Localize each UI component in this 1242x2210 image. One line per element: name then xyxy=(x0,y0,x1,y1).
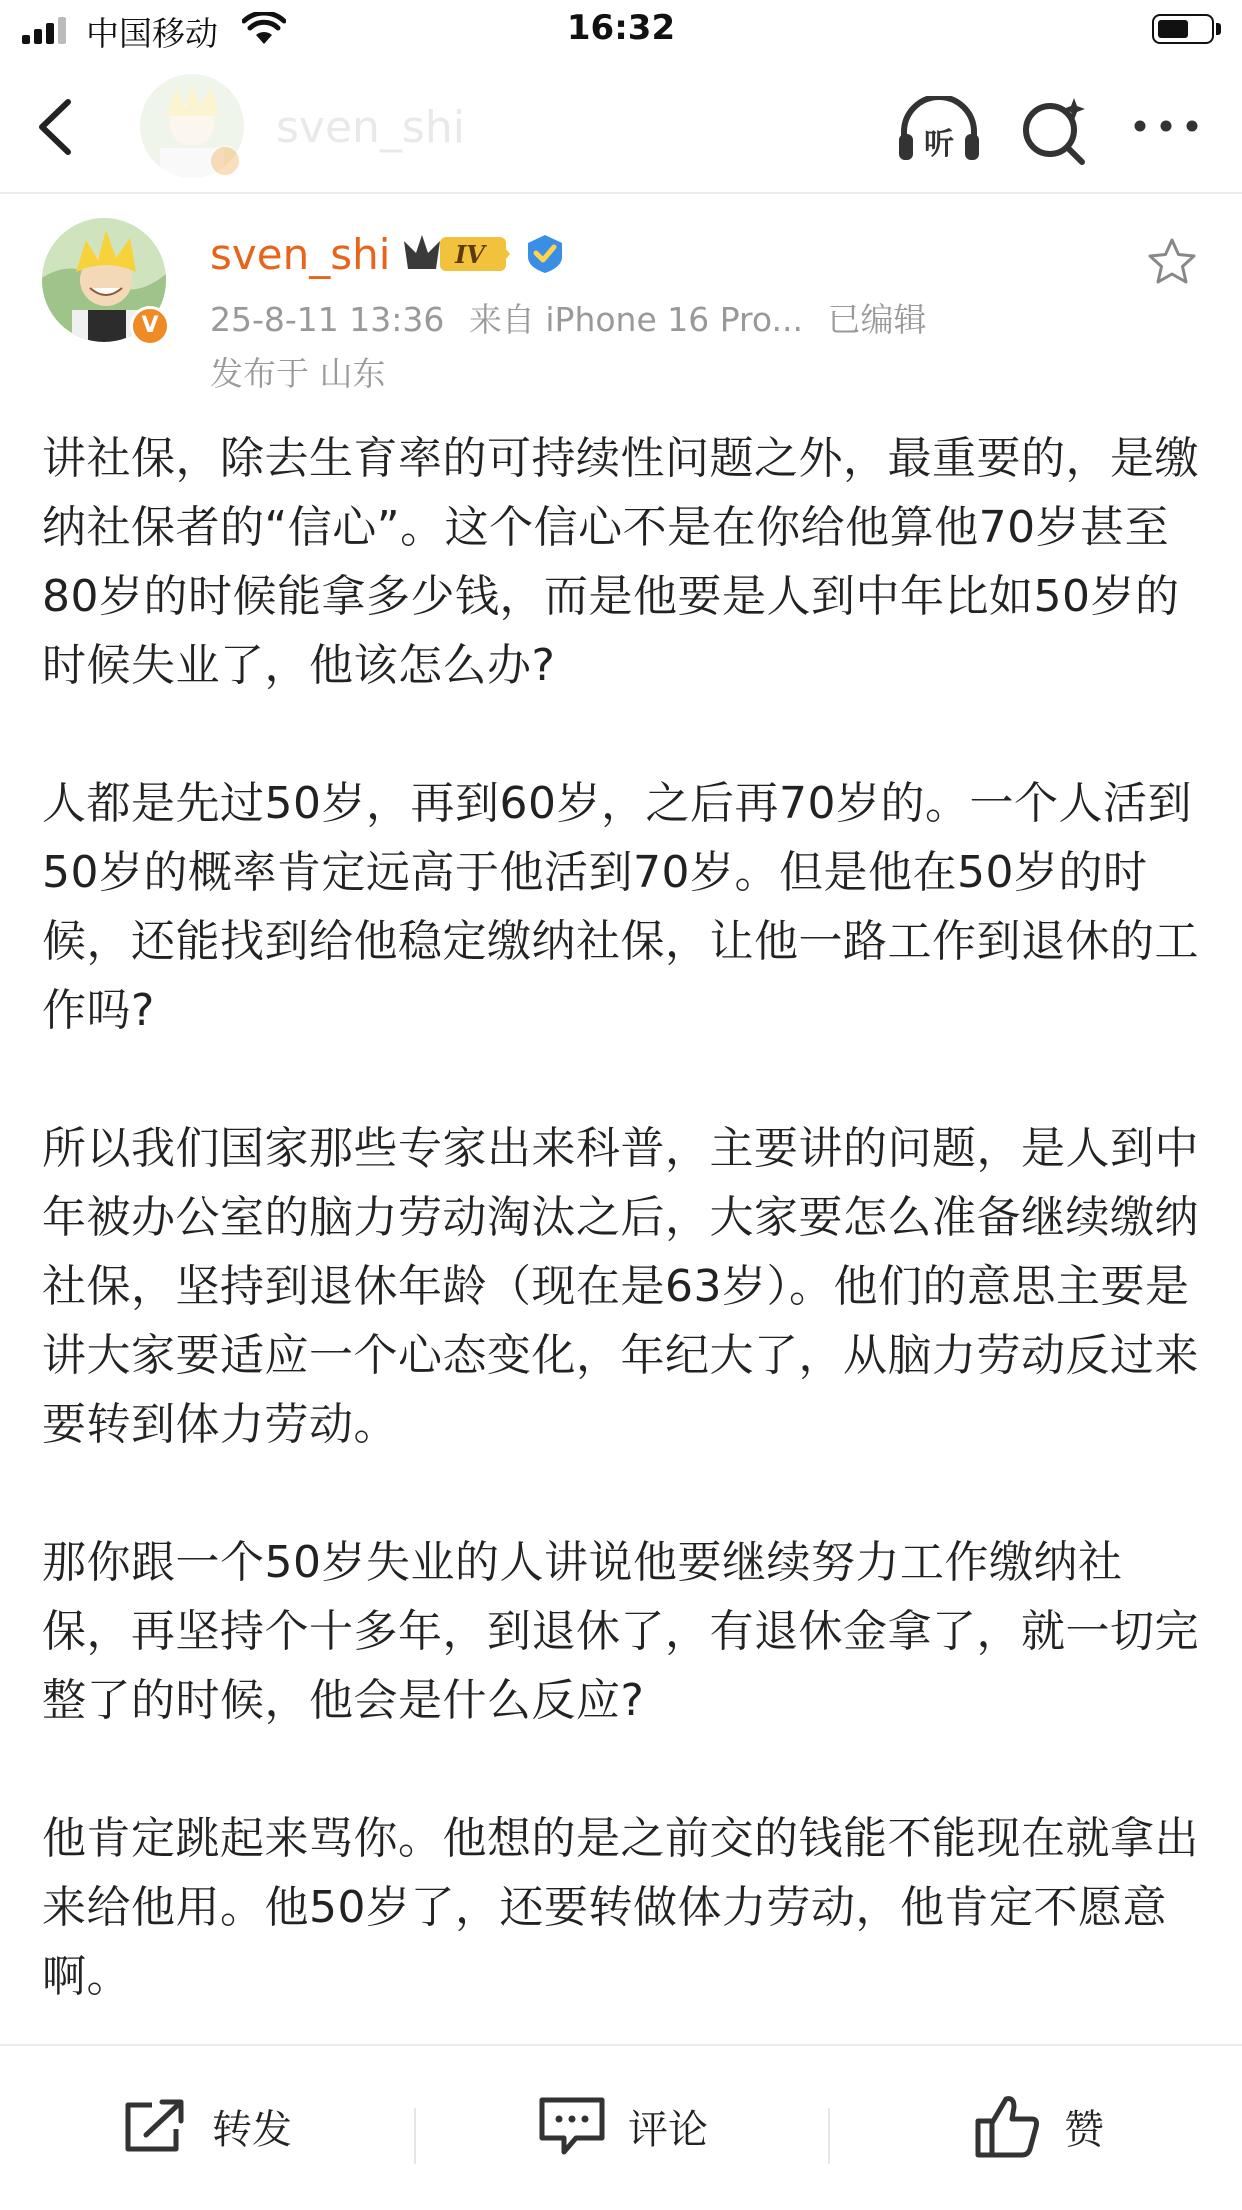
search-icon[interactable] xyxy=(1018,94,1090,166)
thumbs-up-icon xyxy=(974,2093,1042,2159)
battery-cap xyxy=(1216,23,1221,35)
post-meta xyxy=(210,294,940,341)
status-time: 16:32 xyxy=(566,8,676,48)
level-badge-text: IV xyxy=(455,240,485,269)
star-icon[interactable] xyxy=(1146,236,1198,288)
divider xyxy=(828,2108,830,2164)
nav-bar xyxy=(0,62,1242,194)
verified-gold-badge-icon xyxy=(524,233,566,275)
nav-username[interactable]: sven_shi xyxy=(276,102,465,153)
post-username[interactable]: sven_shi xyxy=(210,230,391,279)
post-paragraph: 人都是先过50岁，再到60岁，之后再70岁的。一个人活到50岁的概率肯定远高于他活到70岁。但是他在50岁的时候，还能找到给他稳定缴纳社保，让他一路工作到退休的工作吗? xyxy=(42,778,1199,1036)
like-label: 赞 xyxy=(1064,2106,1104,2153)
more-icon[interactable] xyxy=(1130,106,1202,146)
listen-icon xyxy=(896,96,982,164)
post-body xyxy=(42,424,1208,2080)
nav-verified-badge xyxy=(209,145,241,177)
listen-label: 听 xyxy=(924,127,954,162)
post-edited-label[interactable]: 已编辑 xyxy=(827,300,927,339)
comment-button[interactable] xyxy=(538,2090,708,2162)
battery-icon xyxy=(1152,14,1214,44)
repost-button[interactable] xyxy=(122,2090,292,2162)
like-button[interactable] xyxy=(974,2090,1104,2162)
post-location: 发布于 山东 xyxy=(210,354,386,393)
carrier-name: 中国移动 xyxy=(86,14,218,53)
post-paragraph: 讲社保，除去生育率的可持续性问题之外，最重要的，是缴纳社保者的“信心”。这个信心不是在你给他算他70岁甚至80岁的时候能拿多少钱，而是他要是人到中年比如50岁的时候失业了，他该怎么办? xyxy=(42,433,1199,691)
post-timestamp: 25-8-11 13:36 xyxy=(210,300,445,339)
repost-icon xyxy=(122,2097,190,2155)
post-paragraph: 所以我们国家那些专家出来科普，主要讲的问题，是人到中年被办公室的脑力劳动淘汰之后，大家要怎么准备继续缴纳社保，坚持到退休年龄（现在是63岁）。他们的意思主要是讲大家要适应一个心态变化，年纪大了，从脑力劳动反过来要转到体力劳动。 xyxy=(42,1123,1199,1450)
action-bar xyxy=(0,2044,1242,2210)
listen-button[interactable] xyxy=(896,96,982,164)
verified-v-badge: V xyxy=(130,306,170,346)
repost-label: 转发 xyxy=(212,2106,292,2153)
battery-level xyxy=(1158,20,1188,38)
post-paragraph: 他肯定跳起来骂你。他想的是之前交的钱能不能现在就拿出来给他用。他50岁了，还要转做体力劳动，他肯定不愿意啊。 xyxy=(42,1813,1199,2002)
post-source: 来自 iPhone 16 Pro... xyxy=(468,300,803,339)
comment-label: 评论 xyxy=(628,2106,708,2153)
divider xyxy=(414,2108,416,2164)
level-crown-icon[interactable] xyxy=(400,229,512,275)
status-bar xyxy=(0,0,1242,62)
comment-icon xyxy=(538,2096,606,2156)
post-paragraph: 那你跟一个50岁失业的人讲说他要继续努力工作缴纳社保，再坚持个十多年，到退休了，有退休金拿了，就一切完整了的时候，他会是什么反应? xyxy=(42,1537,1199,1726)
back-icon[interactable] xyxy=(28,92,88,162)
